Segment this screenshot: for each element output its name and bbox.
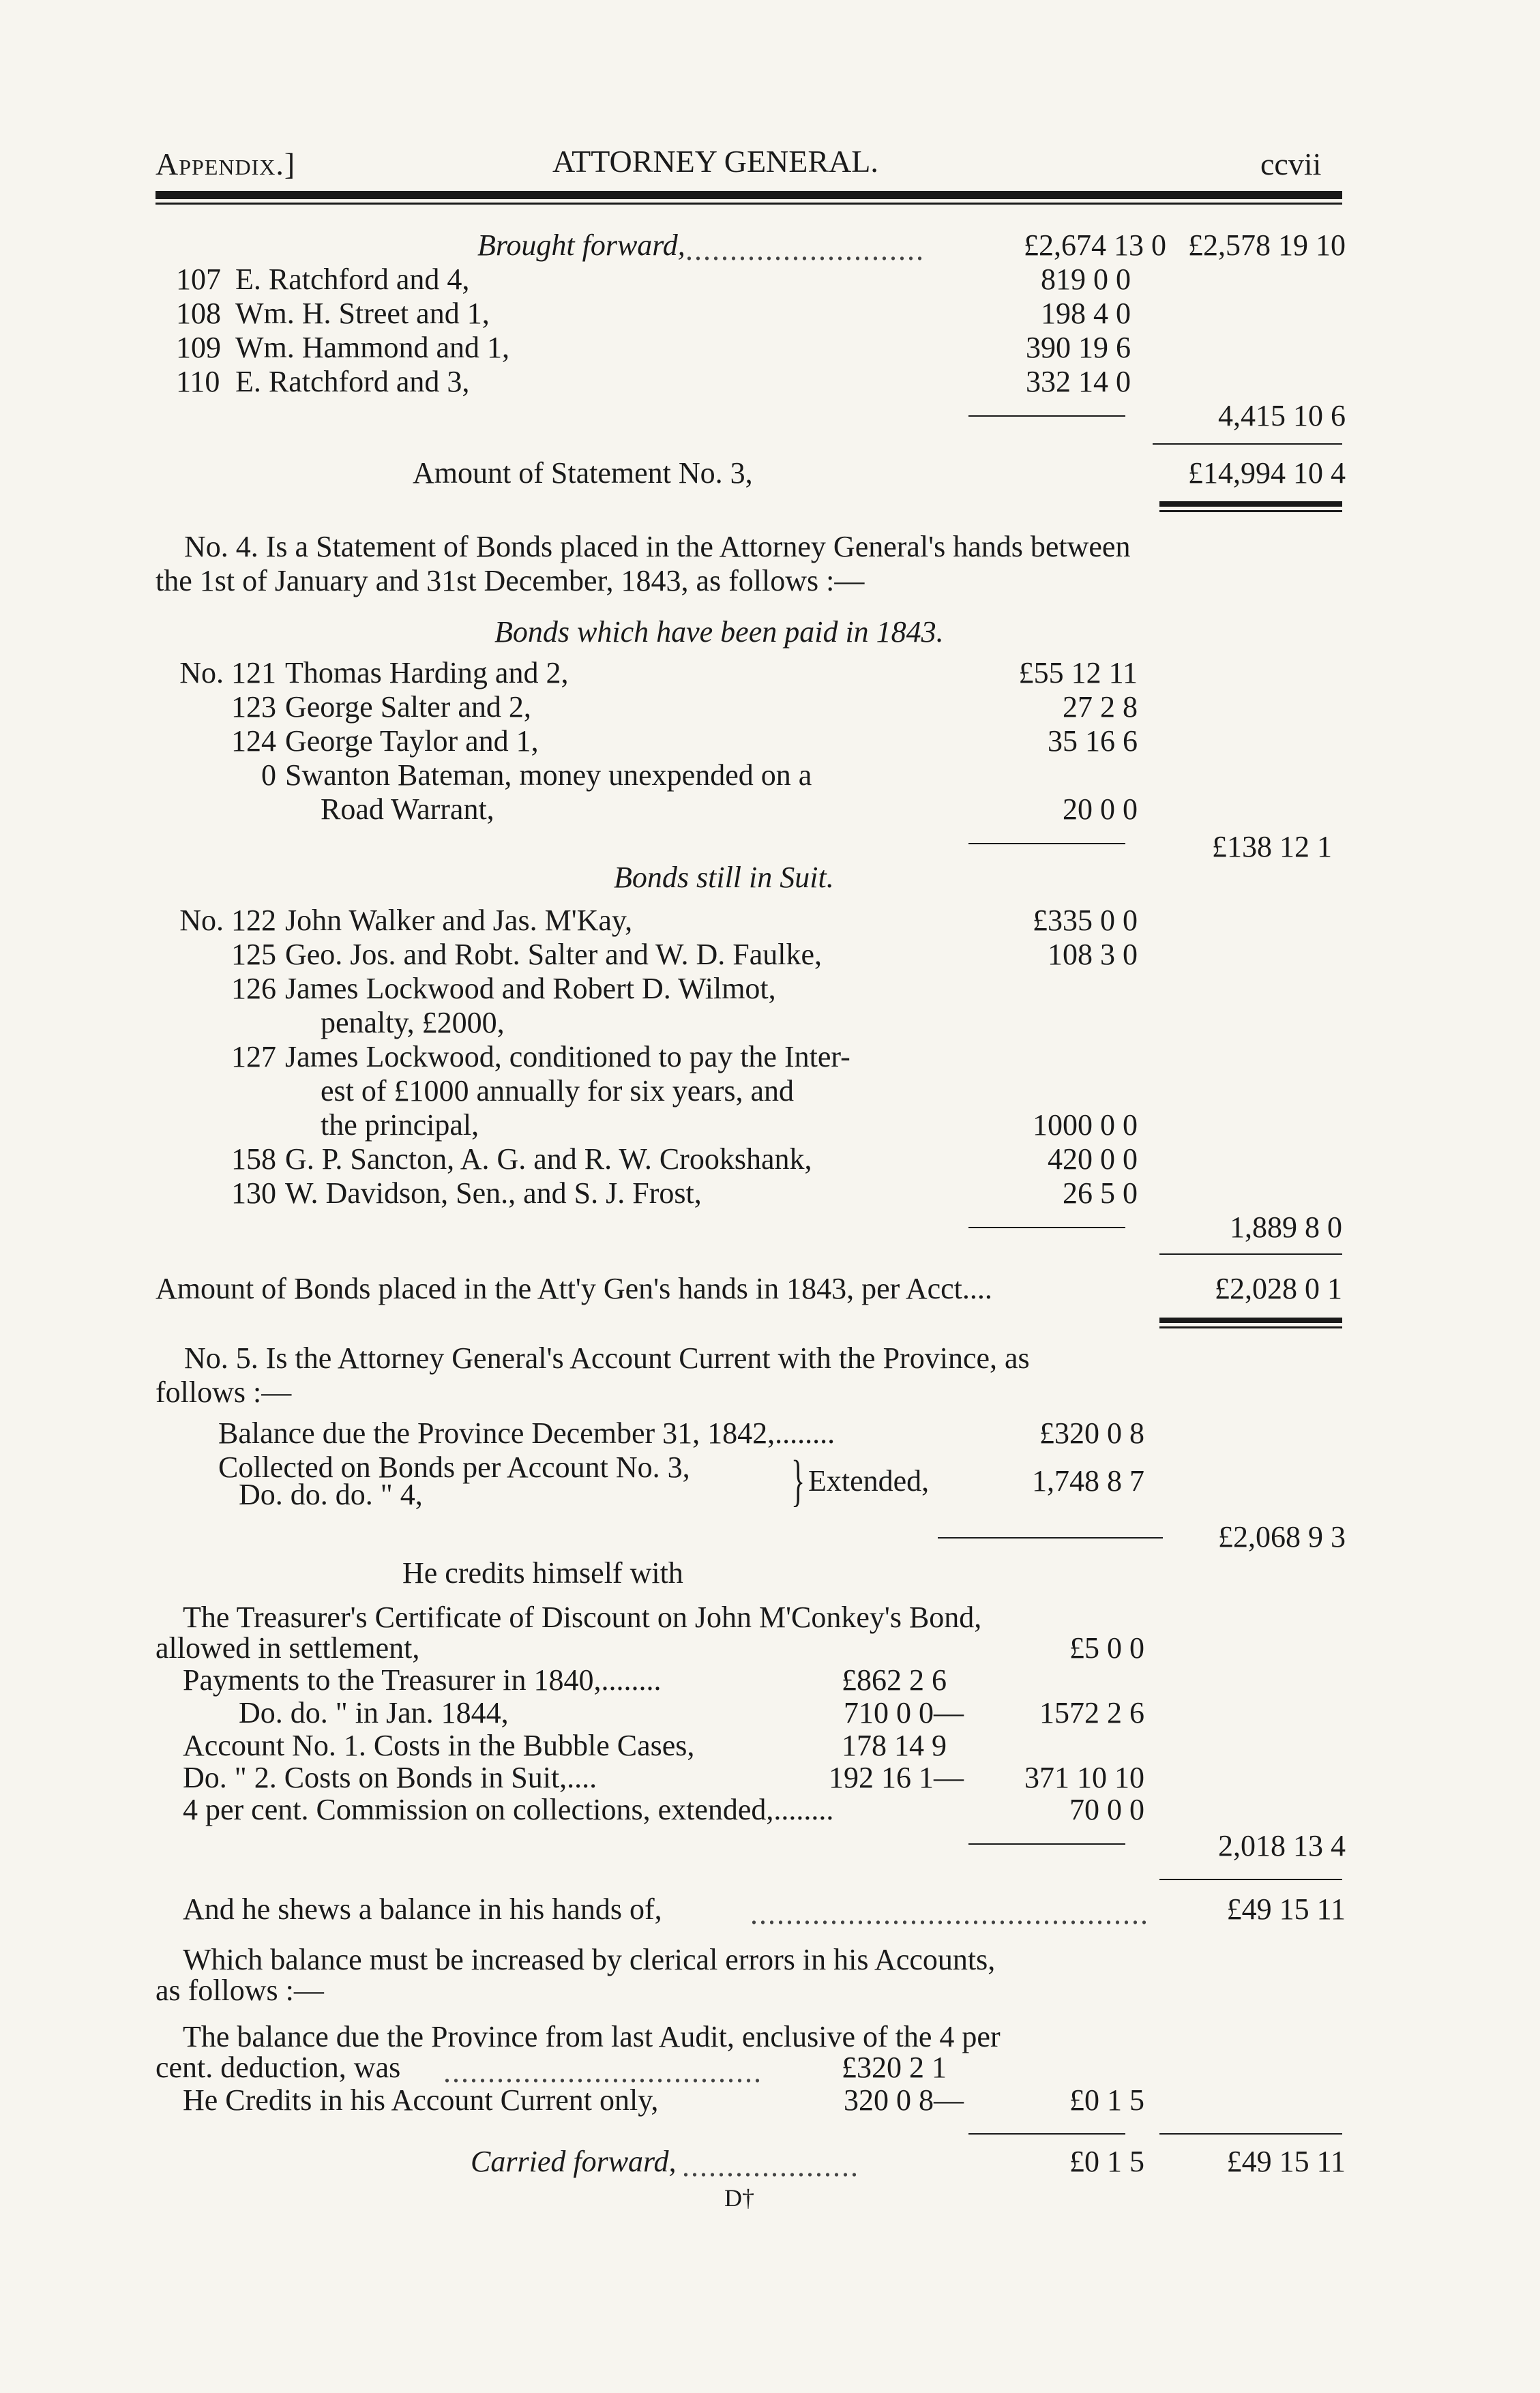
carried-forward-amount-2: £49 15 11 [1226, 2145, 1346, 2178]
double-rule-thick [1159, 1318, 1342, 1323]
bond-no: 127 [231, 1040, 276, 1073]
double-rule-thick [1159, 501, 1342, 507]
header-rule-thin [156, 203, 1342, 205]
subtotal-rule [968, 1843, 1125, 1845]
account-1-amount: 178 14 9 [842, 1729, 947, 1762]
bond-no: 123 [231, 690, 276, 724]
bond-amount: 27 2 8 [1063, 690, 1138, 724]
total-rule [1153, 443, 1342, 445]
bond-name: George Taylor and 1, [285, 724, 539, 758]
bond-amount: 108 3 0 [1048, 938, 1138, 971]
row-no: 108 [176, 297, 221, 330]
leader-dots: .................................... [443, 2055, 762, 2089]
row-name: E. Ratchford and 4, [235, 263, 470, 296]
total-rule [1159, 1879, 1342, 1880]
suit-total: 1,889 8 0 [1230, 1210, 1342, 1244]
brought-forward-label: Brought forward, [477, 228, 685, 262]
paid-total: £138 12 1 [1212, 830, 1332, 863]
collected-line1: Collected on Bonds per Account No. 3, [218, 1451, 690, 1484]
no4-line1: No. 4. Is a Statement of Bonds placed in the Attorney General's hands between [184, 530, 1131, 563]
bond-amount: 26 5 0 [1063, 1176, 1138, 1210]
bonds-total-amount: £2,028 0 1 [1215, 1272, 1342, 1305]
payment-1844-amount: 710 0 0— [844, 1696, 964, 1729]
no5-line2: follows :— [156, 1376, 292, 1409]
bond-amount: 35 16 6 [1048, 724, 1138, 758]
credit-total: 2,018 13 4 [1218, 1829, 1346, 1862]
row-amount: 819 0 0 [1041, 263, 1131, 296]
brought-forward-amount-2: £2,578 19 10 [1188, 228, 1346, 262]
double-rule-thin [1159, 510, 1342, 512]
collected-amount: 1,748 8 7 [1032, 1464, 1144, 1498]
bond-amount: £55 12 11 [1018, 656, 1138, 689]
debit-total: £2,068 9 3 [1218, 1520, 1346, 1554]
account-1-label: Account No. 1. Costs in the Bubble Cases, [183, 1729, 695, 1762]
audit-line1: The balance due the Province from last Audit, enclusive of the 4 per [183, 2020, 1001, 2053]
statement-3-subtotal: 4,415 10 6 [1218, 399, 1346, 432]
bond-name-cont: Road Warrant, [321, 792, 494, 826]
row-name: Wm. Hammond and 1, [235, 331, 510, 364]
bond-name-cont: penalty, £2000, [321, 1006, 505, 1039]
which-line2: as follows :— [156, 1974, 324, 2007]
balance-label: Balance due the Province December 31, 1842,........ [218, 1416, 835, 1450]
bond-amount: 420 0 0 [1048, 1142, 1138, 1176]
balance-amount: £320 0 8 [1039, 1416, 1144, 1450]
header-rule-thick [156, 191, 1342, 199]
balance-hands-amount: £49 15 11 [1226, 1892, 1346, 1926]
treasurer-amount: £5 0 0 [1069, 1631, 1144, 1665]
no5-line1: No. 5. Is the Attorney General's Account Current with the Province, as [184, 1341, 1030, 1375]
statement-3-total-amount: £14,994 10 4 [1188, 456, 1346, 490]
commission-amount: 70 0 0 [1069, 1793, 1144, 1826]
bond-name-cont: est of £1000 annually for six years, and [321, 1074, 795, 1108]
running-head-left: Appendix.] [156, 147, 296, 181]
treasurer-line1: The Treasurer's Certificate of Discount on John M'Conkey's Bond, [183, 1601, 982, 1634]
account-2-label: Do. " 2. Costs on Bonds in Suit,.... [183, 1761, 597, 1794]
leader-dots: ........................... [685, 233, 925, 267]
payment-1840-amount: £862 2 6 [842, 1663, 947, 1697]
collected-line2: Do. do. do. " 4, [239, 1478, 423, 1511]
audit-line2: cent. deduction, was [156, 2051, 401, 2084]
accounts-sum: 371 10 10 [1024, 1761, 1144, 1794]
bond-name: G. P. Sancton, A. G. and R. W. Crookshank, [285, 1142, 812, 1176]
debit-rule [938, 1537, 1163, 1539]
bond-name: John Walker and Jas. M'Kay, [285, 904, 633, 937]
credits-account-amount: 320 0 8— [844, 2083, 964, 2117]
row-no: 110 [176, 365, 220, 398]
bond-name: Thomas Harding and 2, [285, 656, 569, 689]
subtotal-rule [968, 1227, 1125, 1228]
bond-name: Swanton Bateman, money unexpended on a [285, 758, 812, 792]
bond-no: No. 121 [179, 656, 276, 689]
bonds-total-label: Amount of Bonds placed in the Att'y Gen's hands in 1843, per Acct.... [156, 1272, 992, 1305]
bond-no: 0 [261, 758, 276, 792]
row-no: 107 [176, 263, 221, 296]
brace: } [791, 1449, 805, 1513]
statement-3-total-label: Amount of Statement No. 3, [413, 456, 753, 490]
total-rule [1159, 1253, 1342, 1255]
account-2-amount: 192 16 1— [829, 1761, 964, 1794]
paid-heading: Bonds which have been paid in 1843. [494, 615, 944, 649]
suit-heading: Bonds still in Suit. [614, 861, 834, 894]
row-amount: 332 14 0 [1026, 365, 1131, 398]
total-rule [1159, 2133, 1342, 2135]
leader-dots: .................... [682, 2150, 859, 2183]
subtotal-rule [968, 843, 1125, 844]
credits-account-label: He Credits in his Account Current only, [183, 2083, 659, 2117]
balance-hands-label: And he shews a balance in his hands of, [183, 1892, 662, 1926]
double-rule-thin [1159, 1326, 1342, 1328]
bond-amount: 1000 0 0 [1033, 1108, 1138, 1142]
row-amount: 198 4 0 [1041, 297, 1131, 330]
leader-dots: ............................................. [750, 1897, 1149, 1931]
bond-name: James Lockwood, conditioned to pay the Inter- [285, 1040, 850, 1073]
bond-name: James Lockwood and Robert D. Wilmot, [285, 972, 776, 1005]
treasurer-line2: allowed in settlement, [156, 1631, 420, 1665]
payment-1844-label: Do. do. " in Jan. 1844, [239, 1696, 509, 1729]
payments-sum: 1572 2 6 [1039, 1696, 1144, 1729]
subtotal-rule [968, 2133, 1125, 2135]
payment-1840-label: Payments to the Treasurer in 1840,........ [183, 1663, 662, 1697]
row-no: 109 [176, 331, 221, 364]
bond-name-cont: the principal, [321, 1108, 479, 1142]
audit-amount: £320 2 1 [842, 2051, 947, 2084]
bond-no: 130 [231, 1176, 276, 1210]
bond-name: W. Davidson, Sen., and S. J. Frost, [285, 1176, 702, 1210]
row-amount: 390 19 6 [1026, 331, 1131, 364]
bond-no: No. 122 [179, 904, 276, 937]
bond-amount: 20 0 0 [1063, 792, 1138, 826]
bond-no: 125 [231, 938, 276, 971]
signature-mark: D† [724, 2184, 754, 2212]
page-number: ccvii [1260, 147, 1322, 181]
bond-no: 124 [231, 724, 276, 758]
no4-line2: the 1st of January and 31st December, 1843, as follows :— [156, 564, 865, 597]
commission-label: 4 per cent. Commission on collections, extended,........ [183, 1793, 834, 1826]
extended-label: Extended, [808, 1464, 930, 1498]
which-line1: Which balance must be increased by clerical errors in his Accounts, [183, 1943, 996, 1976]
bond-name: Geo. Jos. and Robt. Salter and W. D. Faulke, [285, 938, 823, 971]
credits-heading: He credits himself with [402, 1556, 683, 1590]
bond-name: George Salter and 2, [285, 690, 531, 724]
bond-amount: £335 0 0 [1033, 904, 1138, 937]
bond-no: 158 [231, 1142, 276, 1176]
credits-account-diff: £0 1 5 [1069, 2083, 1144, 2117]
row-name: Wm. H. Street and 1, [235, 297, 490, 330]
page-title: ATTORNEY GENERAL. [552, 144, 878, 179]
subtotal-rule [968, 415, 1125, 417]
bond-no: 126 [231, 972, 276, 1005]
brought-forward-amount-1: £2,674 13 0 [1024, 228, 1166, 262]
row-name: E. Ratchford and 3, [235, 365, 470, 398]
carried-forward-amount-1: £0 1 5 [1069, 2145, 1144, 2178]
carried-forward-label: Carried forward, [471, 2145, 677, 2178]
